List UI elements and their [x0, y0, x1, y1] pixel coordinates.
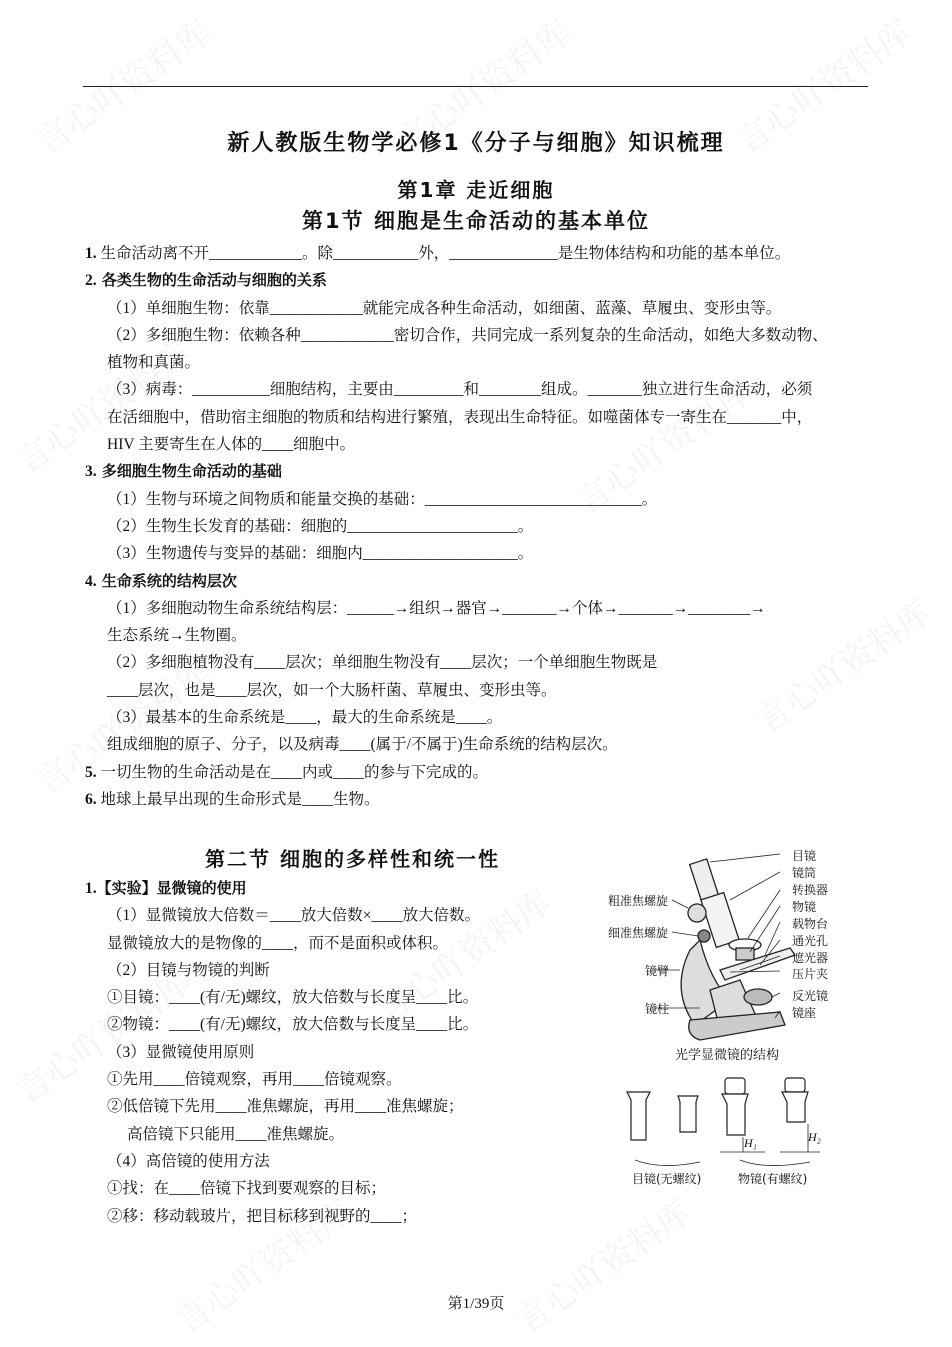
line-text: （3）生物遗传与变异的基础：细胞内____________________。: [107, 545, 534, 563]
label-arm: 镜臂: [645, 964, 670, 978]
label-fine-focus: 细准焦螺旋: [608, 926, 669, 940]
text-line: [85, 649, 885, 676]
label-clips: 压片夹: [792, 967, 829, 981]
line-text: ②低倍镜下先用____准焦螺旋，再用____准焦螺旋；: [107, 1098, 464, 1116]
item-heading: [85, 875, 605, 902]
text-line: [85, 595, 885, 622]
text-line: [85, 957, 605, 984]
item-heading: [85, 458, 885, 485]
item-number: 3.: [85, 463, 97, 481]
label-pillar: 镜柱: [645, 1002, 670, 1016]
line-text: （2）多细胞植物没有____层次；单细胞生物没有____层次；一个单细胞生物既是: [107, 654, 658, 672]
objective-caption: 物镜(有螺纹): [738, 1172, 808, 1186]
text-line: [85, 984, 605, 1011]
line-text: 生命系统的结构层次: [96, 571, 237, 590]
item-number: 4.: [85, 572, 97, 590]
text-line: [85, 677, 885, 704]
chapter-title: 第1章 走近细胞: [397, 178, 555, 202]
section-1-content: [85, 240, 885, 813]
text-line: [85, 322, 885, 349]
eyepiece-caption: 目镜(无螺纹): [632, 1172, 702, 1186]
text-line: [85, 295, 885, 322]
item-number: 2.: [85, 272, 97, 290]
figure-caption: 光学显微镜的结构: [675, 1048, 780, 1063]
line-text: （4）高倍镜的使用方法: [107, 1152, 270, 1170]
text-line: [85, 1039, 605, 1066]
line-text: （1）单细胞生物：依靠____________就能完成各种生命活动，如细菌、蓝藻、草履虫、变形虫等。: [107, 299, 782, 317]
text-line: [85, 1121, 605, 1148]
line-text: （3）最基本的生命系统是____，最大的生命系统是____。: [107, 709, 503, 727]
line-text: 高倍镜下只能用____准焦螺旋。: [127, 1125, 345, 1143]
label-nosepiece: 转换器: [792, 883, 829, 897]
header-rule: [83, 86, 868, 87]
page-number: 第1/39页: [447, 1296, 505, 1312]
label-aperture: 通光孔: [792, 934, 829, 948]
label-h2: H₂: [808, 1130, 821, 1144]
line-text: 地球上最早出现的生命形式是____生物。: [96, 790, 380, 808]
text-line: [85, 540, 885, 567]
text-line: [85, 1203, 605, 1230]
line-text: HIV 主要寄生在人体的____细胞中。: [107, 436, 356, 454]
line-text: （1）多细胞动物生命系统结构层：______→组织→器官→_______→个体→_______→________→: [107, 599, 766, 617]
line-text: （2）生物生长发育的基础：细胞的______________________。: [107, 517, 534, 535]
line-text: ____层次，也是____层次，如一个大肠杆菌、草履虫、变形虫等。: [107, 681, 557, 699]
line-text: 各类生物的生命活动与细胞的关系: [96, 271, 327, 290]
section-2-content: [85, 875, 605, 1230]
document-title: 新人教版生物学必修1《分子与细胞》知识梳理: [227, 131, 725, 156]
text-line: [85, 622, 885, 649]
section-1-title: 第1节 细胞是生命活动的基本单位: [302, 209, 650, 233]
line-text: 组成细胞的原子、分子，以及病毒____(属于/不属于)生命系统的结构层次。: [107, 736, 618, 754]
line-text: 生态系统→生物圈。: [107, 627, 247, 645]
item-heading: [85, 267, 885, 294]
text-line: [85, 404, 885, 431]
line-text: （3）病毒：__________细胞结构，主要由_________和________组成。_______独立进行生命活动，必须: [107, 381, 813, 399]
text-line: [85, 1066, 605, 1093]
item-number: 1.: [85, 245, 97, 262]
label-tube: 镜筒: [792, 866, 817, 880]
label-objective: 物镜: [792, 900, 817, 914]
text-line: [85, 1011, 605, 1038]
text-line: [85, 759, 885, 786]
line-text: ①找：在____倍镜下找到要观察的目标；: [107, 1180, 387, 1198]
line-text: ①先用____倍镜观察，再用____倍镜观察。: [107, 1071, 402, 1089]
label-mirror: 反光镜: [792, 989, 829, 1003]
text-line: [85, 1093, 605, 1120]
label-stage: 载物台: [792, 917, 829, 931]
line-text: 植物和真菌。: [107, 354, 201, 372]
label-h1: H₁: [744, 1136, 757, 1150]
text-line: [85, 513, 885, 540]
text-line: [85, 786, 885, 813]
text-line: [85, 431, 885, 458]
text-line: [85, 240, 885, 267]
line-text: 一切生物的生命活动是在____内或____的参与下完成的。: [96, 763, 489, 781]
text-line: [85, 731, 885, 758]
line-text: 在活细胞中，借助宿主细胞的物质和结构进行繁殖，表现出生命特征。如噬菌体专一寄生在_______中，: [107, 408, 813, 426]
microscope-figure: [600, 840, 850, 1190]
line-text: ①目镜：____(有/无)螺纹，放大倍数与长度呈____比。: [107, 989, 479, 1007]
item-number: 5.: [85, 763, 97, 781]
line-text: （1）生物与环境之间物质和能量交换的基础：____________________________。: [107, 490, 658, 508]
line-text: （2）目镜与物镜的判断: [107, 961, 270, 979]
item-number: 1.: [85, 880, 97, 897]
section-2-title: 第二节 细胞的多样性和统一性: [205, 847, 500, 871]
line-text: 【实验】显微镜的使用: [96, 879, 247, 897]
text-line: [85, 1148, 605, 1175]
line-text: （3）显微镜使用原则: [107, 1043, 255, 1061]
item-number: 6.: [85, 790, 97, 808]
text-line: [85, 376, 885, 403]
item-heading: [85, 568, 885, 595]
line-text: 多细胞生物生命活动的基础: [96, 462, 282, 481]
label-diaphragm: 遮光器: [792, 951, 829, 965]
label-eyepiece: 目镜: [792, 849, 817, 863]
text-line: [85, 486, 885, 513]
line-text: ②物镜：____(有/无)螺纹，放大倍数与长度呈____比。: [107, 1016, 479, 1034]
line-text: （2）多细胞生物：依赖各种____________密切合作，共同完成一系列复杂的生命活动，如绝大多数动物、: [107, 326, 828, 344]
label-coarse-focus: 粗准焦螺旋: [608, 894, 669, 908]
line-text: ②移：移动载玻片，把目标移到视野的____；: [107, 1207, 418, 1225]
text-line: [85, 704, 885, 731]
line-text: 显微镜放大的是物像的____，而不是面积或体积。: [107, 934, 449, 952]
line-text: 生命活动离不开____________。除___________外，______________是生物体结构和功能的基本单位。: [96, 245, 791, 262]
line-text: （1）显微镜放大倍数＝____放大倍数×____放大倍数。: [107, 907, 480, 925]
text-line: [85, 1175, 605, 1202]
text-line: [85, 902, 605, 929]
label-base: 镜座: [792, 1006, 817, 1020]
text-line: [85, 930, 605, 957]
text-line: [85, 349, 885, 376]
